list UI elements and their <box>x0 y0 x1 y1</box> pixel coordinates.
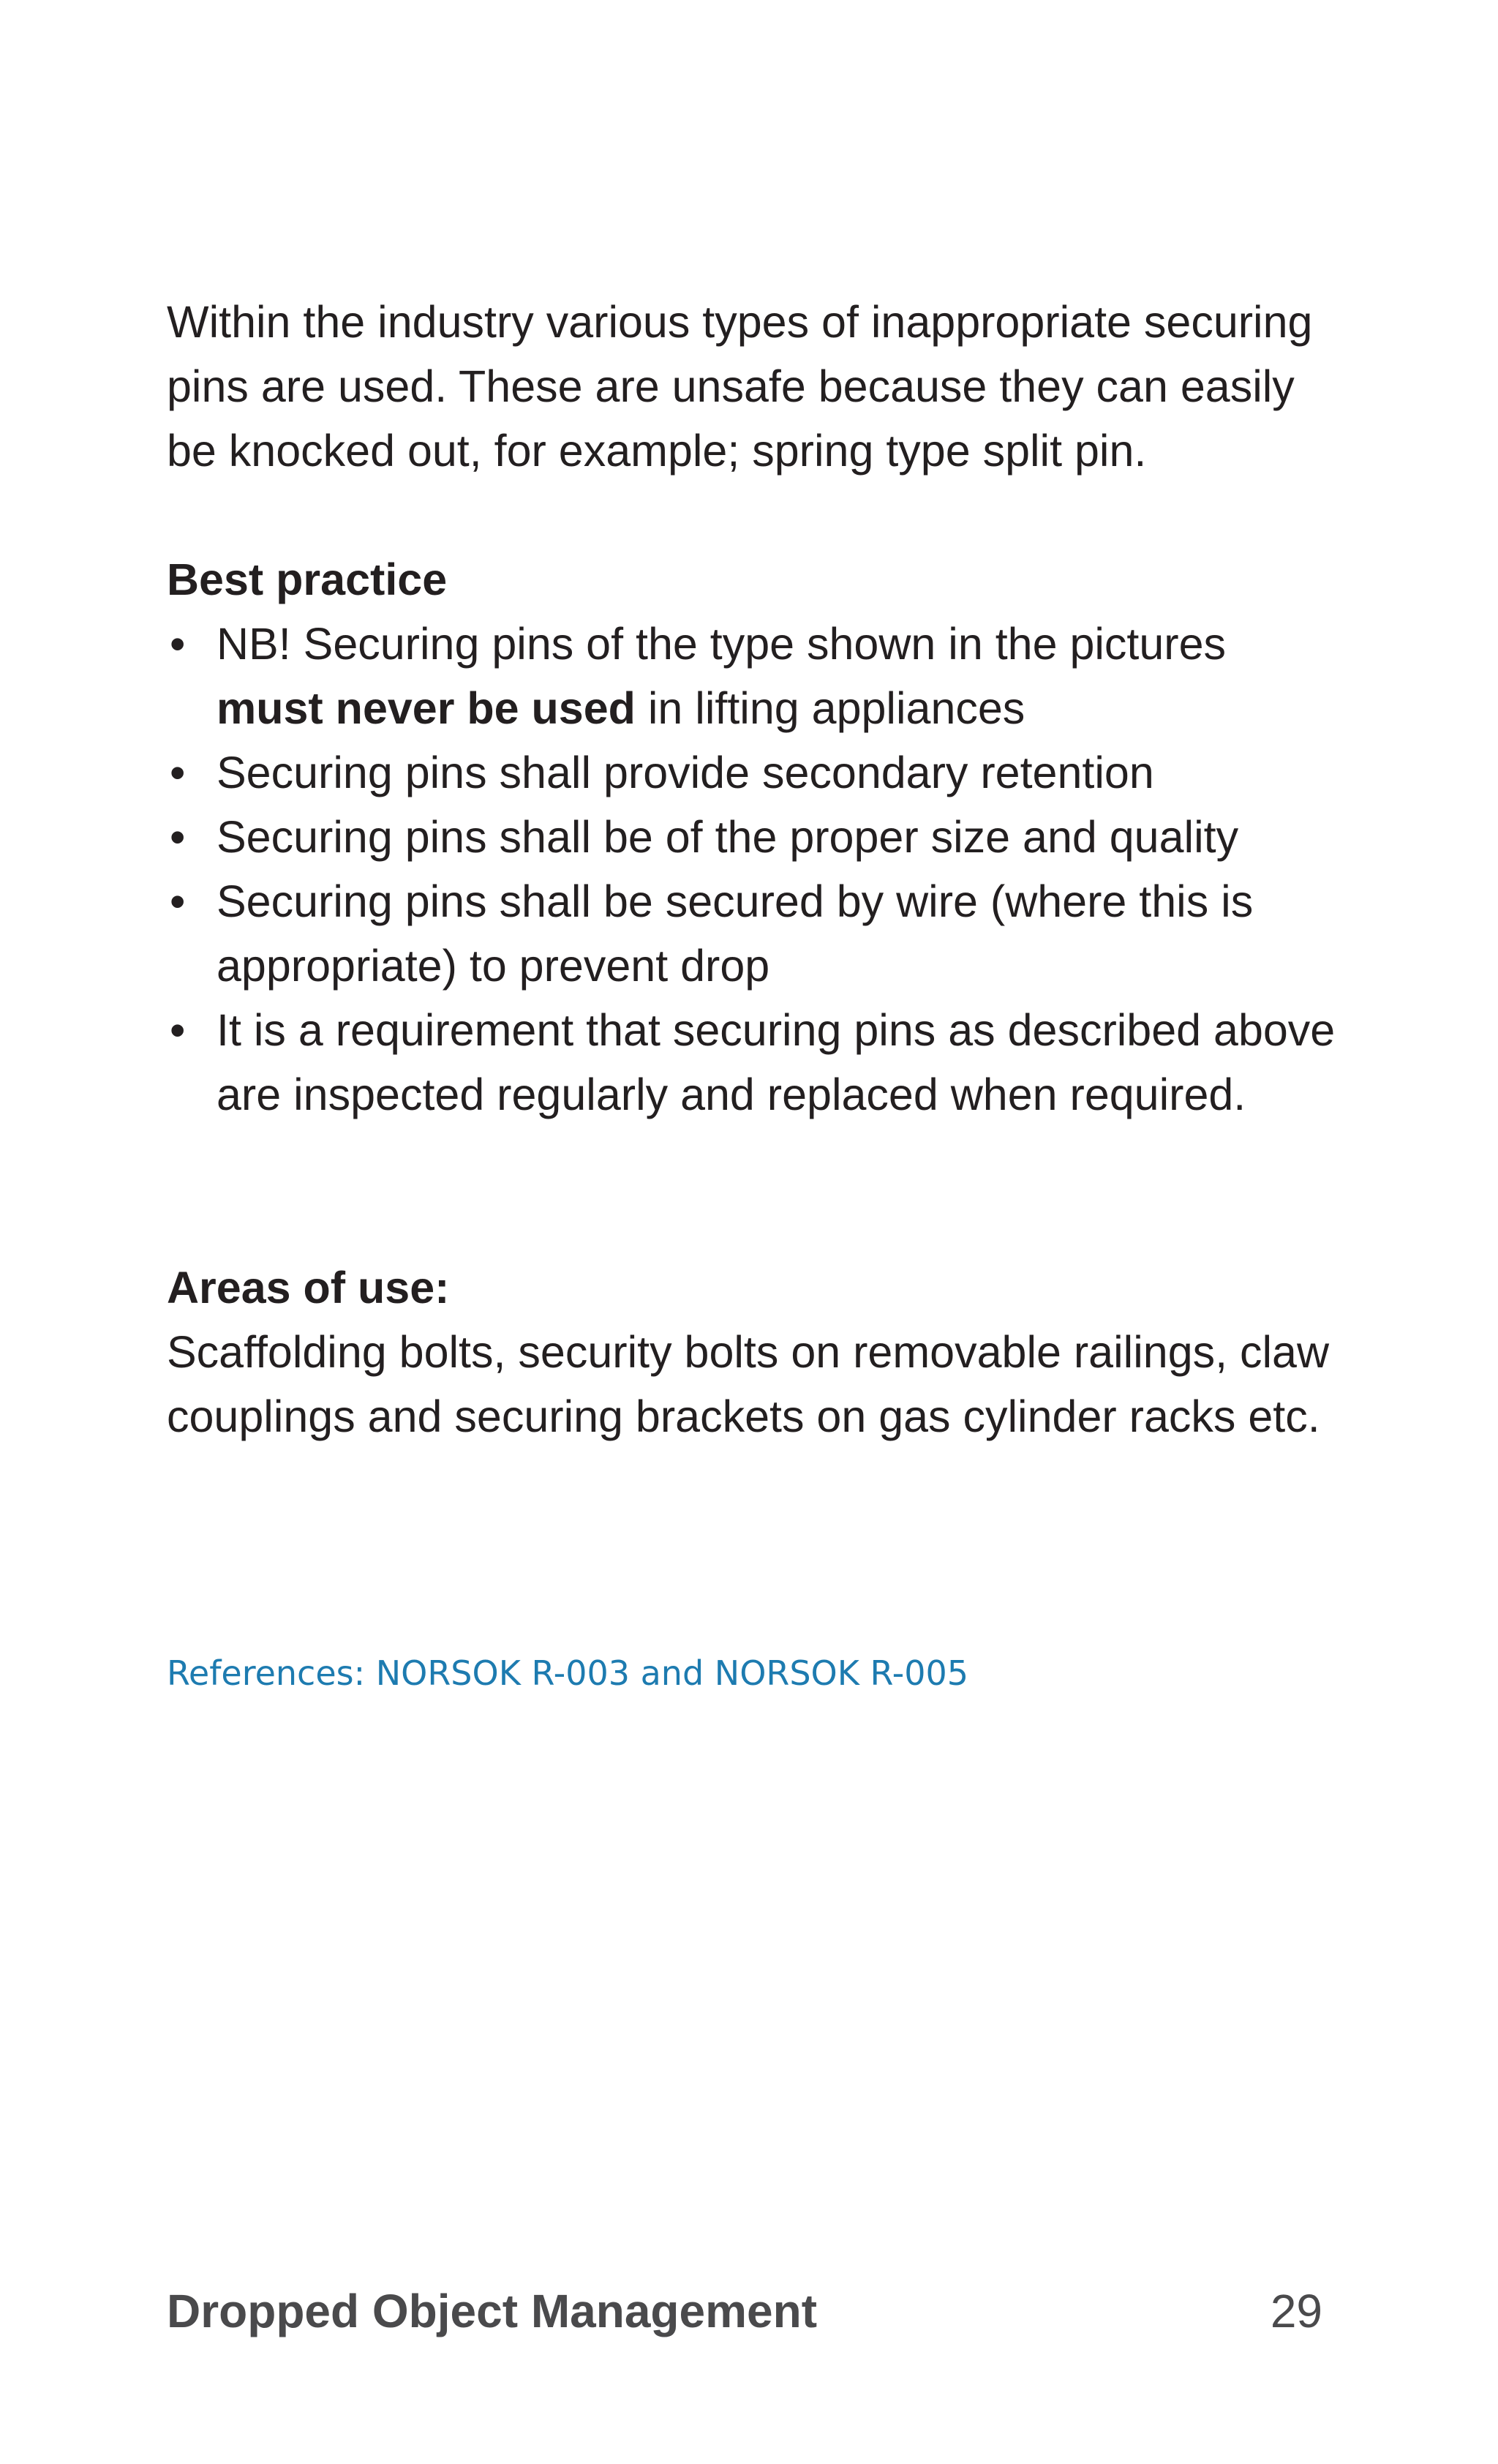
bullet-icon: • <box>170 876 186 926</box>
page-number: 29 <box>1270 2285 1322 2337</box>
areas-of-use-heading: Areas of use: <box>167 1263 450 1312</box>
best-practice-heading: Best practice <box>167 555 448 604</box>
areas-of-use-text: Scaffolding bolts, security bolts on removable railings, claw couplings and securing brackets on gas cylinder racks etc. <box>167 1327 1330 1441</box>
list-item <box>167 740 1337 805</box>
intro-paragraph: Within the industry various types of inappropriate securing pins are used. These are unsafe because they can easily be knocked out, for example; spring type split pin. <box>167 297 1313 476</box>
list-item <box>167 612 1337 740</box>
list-item-text: Securing pins shall be of the proper size and quality <box>217 812 1239 862</box>
list-item-text: It is a requirement that securing pins as described above are inspected regularly and replaced when required. <box>217 1005 1336 1119</box>
list-item-text-after: in lifting appliances <box>635 683 1025 733</box>
list-item-text-before: NB! Securing pins of the type shown in the pictures <box>217 619 1227 669</box>
bullet-icon: • <box>170 748 186 797</box>
list-item-emphasis: must never be used <box>217 683 636 733</box>
references-link[interactable]: References: NORSOK R-003 and NORSOK R-005 <box>167 1653 969 1693</box>
bullet-icon: • <box>170 619 186 669</box>
bullet-icon: • <box>170 812 186 862</box>
best-practice-list <box>167 612 1337 1127</box>
bullet-icon: • <box>170 1005 186 1055</box>
list-item-text: Securing pins shall be secured by wire (where this is appropriate) to prevent drop <box>217 876 1254 991</box>
list-item <box>167 998 1337 1127</box>
footer-title: Dropped Object Management <box>167 2285 817 2337</box>
list-item <box>167 869 1337 998</box>
list-item-text: Securing pins shall provide secondary retention <box>217 748 1154 797</box>
list-item <box>167 805 1337 869</box>
